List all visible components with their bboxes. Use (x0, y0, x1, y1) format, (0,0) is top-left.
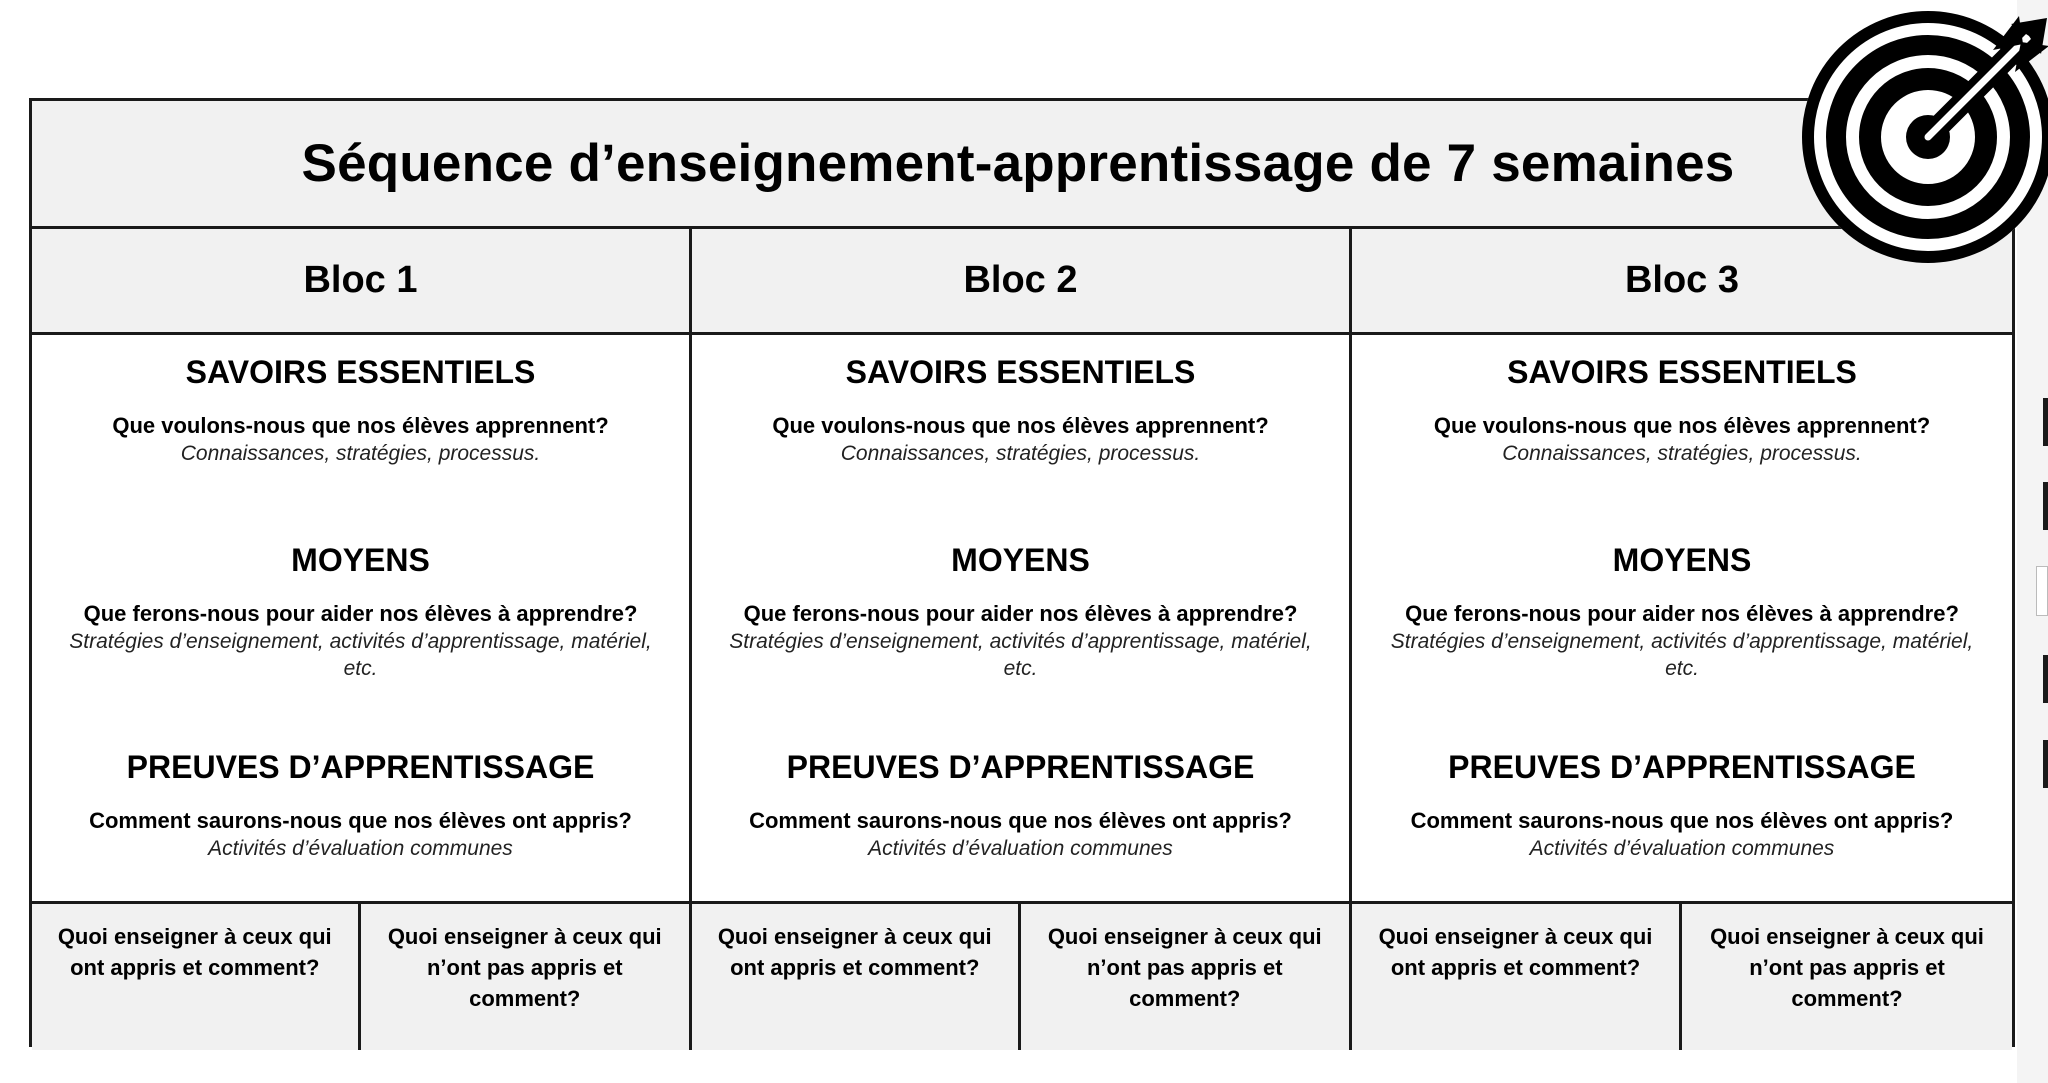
bloc-1-header (32, 229, 692, 335)
followup-non-appris: Quoi enseigner à ceux qui n’ont pas appris et comment? (1710, 924, 1984, 1011)
strip-mark (2043, 482, 2048, 530)
bloc-label: Bloc 1 (303, 259, 418, 301)
section-hint: Connaissances, stratégies, processus. (840, 441, 1201, 465)
section-question: Que ferons-nous pour aider nos élèves à apprendre? (743, 601, 1298, 627)
section-title: PREUVES D’APPRENTISSAGE (1448, 749, 1916, 785)
bloc-label: Bloc 3 (1624, 259, 1740, 301)
bloc-1-followup (32, 904, 692, 1050)
preuves-section (1411, 750, 1954, 862)
section-hint: Stratégies d’enseignement, activités d’apprentissage, matériel, etc. (69, 629, 652, 680)
followup-appris: Quoi enseigner à ceux qui ont appris et comment? (32, 904, 361, 1050)
section-hint: Activités d’évaluation communes (868, 836, 1173, 860)
section-hint: Connaissances, stratégies, processus. (180, 441, 541, 465)
table-title-cell (32, 101, 2012, 229)
strip-mark (2043, 655, 2048, 703)
section-hint: Stratégies d’enseignement, activités d’apprentissage, matériel, etc. (1390, 629, 1974, 680)
followup-appris: Quoi enseigner à ceux qui ont appris et comment? (1352, 904, 1682, 1050)
section-title: MOYENS (951, 542, 1090, 578)
bloc-2-header (692, 229, 1352, 335)
section-hint: Activités d’évaluation communes (208, 836, 513, 860)
followup-non-appris: Quoi enseigner à ceux qui n’ont pas appris et comment? (387, 924, 662, 1011)
page-title: Séquence d’enseignement-apprentissage de 7 semaines (301, 134, 1735, 193)
section-title: SAVOIRS ESSENTIELS (185, 354, 536, 390)
savoirs-section (772, 355, 1268, 543)
bloc-3-followup (1352, 904, 2012, 1050)
bloc-label: Bloc 2 (963, 259, 1078, 301)
section-title: SAVOIRS ESSENTIELS (1507, 354, 1857, 390)
section-title: MOYENS (1612, 542, 1752, 578)
moyens-section (66, 543, 656, 750)
section-question: Que voulons-nous que nos élèves apprennent? (1433, 413, 1931, 439)
strip-mark (2043, 398, 2048, 446)
bloc-2-body (692, 335, 1352, 904)
section-question: Que voulons-nous que nos élèves apprennent? (772, 413, 1269, 439)
target-icon (1797, 6, 2048, 268)
savoirs-section (1434, 355, 1930, 543)
section-hint: Activités d’évaluation communes (1529, 836, 1835, 860)
section-question: Comment saurons-nous que nos élèves ont appris? (1410, 808, 1954, 834)
section-title: PREUVES D’APPRENTISSAGE (786, 749, 1255, 785)
preuves-section (89, 750, 632, 862)
bloc-2-followup (692, 904, 1352, 1050)
section-title: MOYENS (291, 542, 430, 578)
sequence-table (29, 98, 2015, 1047)
followup-appris: Quoi enseigner à ceux qui ont appris et comment? (692, 904, 1021, 1050)
section-question: Que ferons-nous pour aider nos élèves à apprendre? (1405, 601, 1959, 627)
followup-non-appris: Quoi enseigner à ceux qui n’ont pas appris et comment? (1047, 924, 1322, 1011)
strip-handle[interactable] (2036, 566, 2048, 616)
preuves-section (749, 750, 1292, 862)
moyens-section (1387, 543, 1977, 750)
section-title: PREUVES D’APPRENTISSAGE (126, 749, 595, 785)
section-question: Comment saurons-nous que nos élèves ont appris? (89, 808, 632, 834)
section-hint: Stratégies d’enseignement, activités d’apprentissage, matériel, etc. (729, 629, 1312, 680)
savoirs-section (112, 355, 608, 543)
section-hint: Connaissances, stratégies, processus. (1502, 441, 1862, 465)
bloc-1-body (32, 335, 692, 904)
strip-mark (2043, 740, 2048, 788)
section-question: Que ferons-nous pour aider nos élèves à apprendre? (83, 601, 638, 627)
bloc-3-body (1352, 335, 2012, 904)
moyens-section (726, 543, 1316, 750)
section-question: Comment saurons-nous que nos élèves ont appris? (749, 808, 1292, 834)
section-question: Que voulons-nous que nos élèves apprennent? (112, 413, 609, 439)
section-title: SAVOIRS ESSENTIELS (845, 354, 1196, 390)
